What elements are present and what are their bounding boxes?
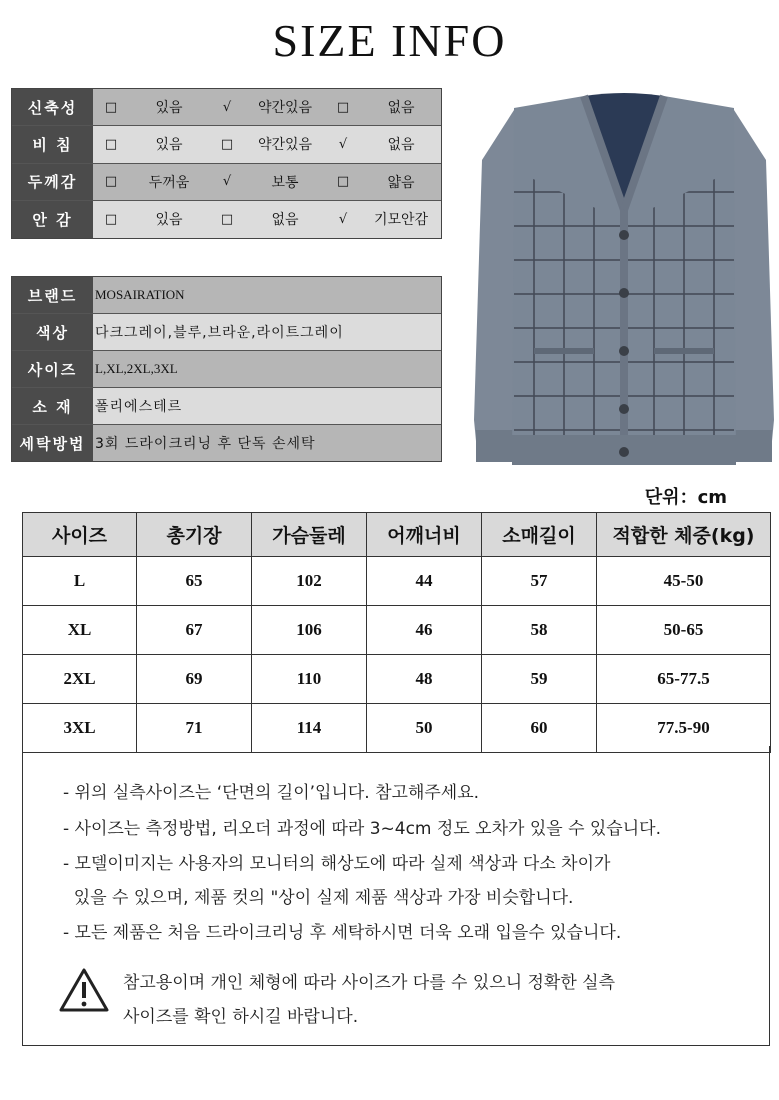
table-cell: 110 (252, 655, 367, 704)
attr-row-sheer (12, 126, 441, 163)
table-cell: L (23, 557, 137, 606)
table-cell: 106 (252, 606, 367, 655)
checkbox-mark: □ (104, 174, 118, 190)
unit-label: 단위：cm (644, 487, 727, 508)
size-table-header (23, 513, 771, 557)
table-cell: 102 (252, 557, 367, 606)
info-label: 사이즈 (12, 351, 93, 387)
info-label: 소 재 (12, 388, 93, 424)
table-cell: 3XL (23, 704, 137, 753)
table-cell: 67 (137, 606, 252, 655)
checkbox-mark: □ (220, 211, 234, 227)
product-info-table (11, 276, 442, 462)
option-label: 약간있음 (257, 137, 313, 154)
info-value: MOSAIRATION (95, 287, 185, 302)
table-cell: 58 (482, 606, 597, 655)
checkbox-mark: √ (222, 99, 232, 115)
table-row (23, 655, 771, 704)
option-label: 없음 (271, 212, 299, 229)
table-cell: 114 (252, 704, 367, 753)
info-row-material (12, 388, 441, 425)
table-cell: 71 (137, 704, 252, 753)
checkbox-mark: √ (338, 211, 348, 227)
table-row (23, 606, 771, 655)
attribute-table (11, 88, 442, 239)
table-cell: 50 (367, 704, 482, 753)
info-label: 세탁방법 (12, 425, 93, 461)
info-value: 폴리에스테르 (95, 399, 183, 415)
table-cell: 60 (482, 704, 597, 753)
column-header: 사이즈 (23, 513, 137, 557)
info-row-color (12, 314, 441, 351)
option-label: 두꺼움 (148, 174, 190, 191)
warning-line: 참고용이며 개인 체형에 따라 사이즈가 다를 수 있으니 정확한 실측 (123, 973, 616, 993)
note-line: - 모델이미지는 사용자의 모니터의 해상도에 따라 실제 색상과 다소 차이가 (63, 854, 611, 874)
note-line: - 위의 실측사이즈는 ‘단면의 길이’입니다. 참고해주세요. (63, 783, 480, 803)
table-cell: 65 (137, 557, 252, 606)
info-row-washing (12, 425, 441, 461)
attr-label: 안 감 (12, 201, 93, 238)
column-header: 적합한 체중(kg) (597, 513, 771, 557)
column-header: 어깨너비 (367, 513, 482, 557)
option-label: 기모안감 (373, 212, 429, 229)
note-line: - 사이즈는 측정방법, 리오더 과정에 따라 3~4cm 정도 오차가 있을 수 있습니다. (63, 819, 661, 839)
option-label: 얇음 (387, 174, 415, 191)
table-cell: XL (23, 606, 137, 655)
note-line: 있을 수 있으며, 제품 컷의 "상이 실제 제품 색상과 가장 비슷합니다. (63, 888, 574, 908)
size-table (22, 512, 771, 753)
option-label: 없음 (387, 137, 415, 154)
info-value: 3회 드라이크리닝 후 단독 손세탁 (95, 436, 316, 452)
table-cell: 57 (482, 557, 597, 606)
table-cell: 77.5-90 (597, 704, 771, 753)
checkbox-mark: □ (336, 99, 350, 115)
notes-box (22, 746, 770, 1046)
info-value: L,XL,2XL,3XL (95, 361, 178, 376)
warning-triangle-icon (59, 967, 109, 1013)
attr-label: 신축성 (12, 89, 93, 125)
attr-label: 두께감 (12, 164, 93, 200)
table-cell: 48 (367, 655, 482, 704)
table-cell: 65-77.5 (597, 655, 771, 704)
column-header: 소매길이 (482, 513, 597, 557)
option-label: 있음 (155, 100, 183, 117)
attr-label: 비 침 (12, 126, 93, 162)
table-cell: 46 (367, 606, 482, 655)
column-header: 총기장 (137, 513, 252, 557)
checkbox-mark: □ (104, 211, 118, 227)
option-label: 있음 (155, 137, 183, 154)
checkbox-mark: √ (338, 136, 348, 152)
option-label: 없음 (387, 100, 415, 117)
checkbox-mark: □ (104, 136, 118, 152)
table-cell: 69 (137, 655, 252, 704)
page-title: SIZE INFO (272, 15, 507, 66)
info-row-size (12, 351, 441, 388)
checkbox-mark: □ (220, 136, 234, 152)
attr-row-thickness (12, 164, 441, 201)
checkbox-mark: □ (336, 174, 350, 190)
table-row (23, 557, 771, 606)
info-label: 색상 (12, 314, 93, 350)
table-cell: 59 (482, 655, 597, 704)
info-row-brand (12, 277, 441, 314)
table-cell: 44 (367, 557, 482, 606)
option-label: 보통 (271, 174, 299, 191)
cardigan-product-image (474, 90, 774, 470)
info-value: 다크그레이,블루,브라운,라이트그레이 (95, 325, 344, 341)
option-label: 있음 (155, 212, 183, 229)
checkbox-mark: √ (222, 174, 232, 190)
column-header: 가슴둘레 (252, 513, 367, 557)
attr-row-stretch (12, 89, 441, 126)
note-line: - 모든 제품은 처음 드라이크리닝 후 세탁하시면 더욱 오래 입을수 있습니다. (63, 923, 622, 943)
option-label: 약간있음 (257, 100, 313, 117)
info-label: 브랜드 (12, 277, 93, 313)
table-cell: 45-50 (597, 557, 771, 606)
attr-row-lining (12, 201, 441, 238)
table-cell: 50-65 (597, 606, 771, 655)
checkbox-mark: □ (104, 99, 118, 115)
table-cell: 2XL (23, 655, 137, 704)
warning-line: 사이즈를 확인 하시길 바랍니다. (123, 1007, 359, 1027)
